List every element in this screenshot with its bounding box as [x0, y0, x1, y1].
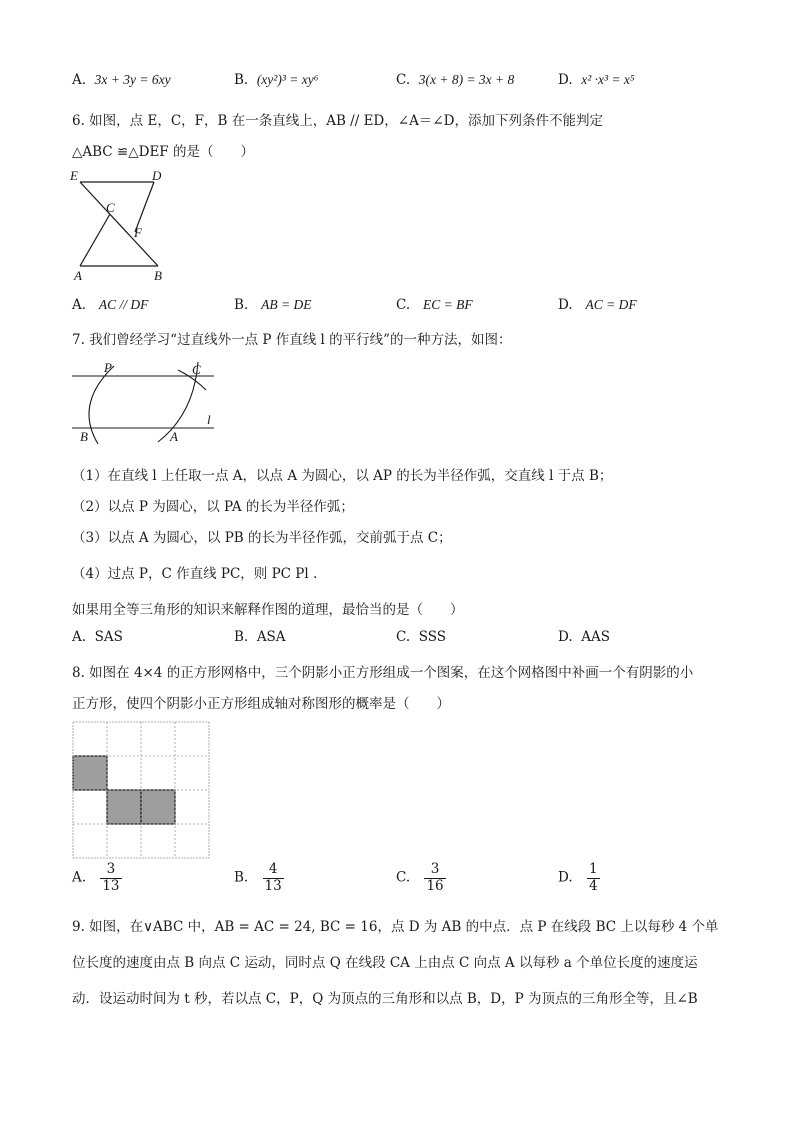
q9-stem-line1: 9. 如图，在∨ABC 中，AB = AC = 24, BC = 16，点 D 为 AB 的中点．点 P 在线段 BC 上以每秒 4 个单	[72, 919, 719, 935]
q7-step-2: （2）以点 P 为圆心，以 PA 的长为半径作弧；	[72, 499, 354, 515]
q8-grid-figure	[72, 721, 212, 861]
q8-option-b: B. $\frac{4}{13}$	[234, 861, 282, 894]
q8-option-c-fraction: $\frac{3}{16}$	[426, 861, 444, 894]
shaded-cell	[73, 756, 107, 790]
q7-step-3: （3）以点 A 为圆心，以 PB 的长为半径作弧，交前弧于点 C；	[72, 530, 452, 546]
q6-label-C: C	[106, 200, 115, 215]
q6-option-a: A. AC // DF	[72, 297, 149, 313]
q8-option-d: D. $\frac{1}{4}$	[558, 861, 598, 894]
q8-stem-line1: 8. 如图在 4×4 的正方形网格中，三个阴影小正方形组成一个图案，在这个网格图中补画一个有阴影的小	[72, 665, 694, 681]
q7-option-d: D. AAS	[558, 629, 610, 645]
q7-stem: 7. 我们曾经学习“过直线外一点 P 作直线 l 的平行线”的一种方法，如图：	[72, 332, 512, 348]
q7-question: 如果用全等三角形的知识来解释作图的道理，最恰当的是（ ）	[72, 602, 464, 618]
q7-label-C: C	[192, 362, 201, 377]
q7-step-4: （4）过点 P，C 作直线 PC，则 PC Pl .	[72, 566, 318, 582]
q7-label-l: l	[207, 412, 211, 427]
q7-figure	[66, 356, 226, 446]
q6-segment-EB	[80, 182, 158, 266]
q6-label-D: D	[152, 168, 162, 183]
q9-stem-line2: 位长度的速度由点 B 向点 C 运动，同时点 Q 在线段 CA 上由点 C 向点 A 以每秒 a 个单位长度的速度运	[72, 955, 698, 971]
q6-label-A: A	[74, 268, 82, 283]
q6-option-d: D. AC = DF	[558, 297, 637, 313]
q7-label-B: B	[80, 429, 88, 444]
q8-option-a: A. $\frac{3}{13}$	[72, 861, 120, 894]
q8-option-a-fraction: $\frac{3}{13}$	[102, 861, 120, 894]
q5-option-c: C. 3(x + 8) = 3x + 8	[396, 72, 515, 88]
q6-label-B: B	[154, 268, 162, 283]
q5-option-b: B. (xy²)³ = xy⁶	[234, 72, 319, 88]
q6-label-E: E	[70, 168, 78, 183]
q8-option-b-fraction: $\frac{4}{13}$	[264, 861, 282, 894]
q6-stem-line1: 6. 如图，点 E，C，F，B 在一条直线上，AB // ED，∠A＝∠D，添加下列条件不能判定	[72, 113, 603, 129]
q5-option-a: A. 3x + 3y = 6xy	[72, 72, 171, 88]
q7-label-A: A	[170, 429, 178, 444]
q5-option-d: D. x² ·x³ = x⁵	[558, 72, 635, 88]
shaded-cell	[107, 790, 141, 824]
q6-stem-line2: △ABC ≌△DEF 的是（ ）	[72, 144, 254, 160]
q7-label-P: P	[104, 360, 112, 375]
q6-option-b: B. AB = DE	[234, 297, 312, 313]
q7-option-c: C. SSS	[396, 629, 447, 645]
shaded-cell	[141, 790, 175, 824]
q6-label-F: F	[134, 225, 142, 240]
q6-segment-AC	[80, 214, 110, 266]
q8-option-d-fraction: $\frac{1}{4}$	[588, 861, 598, 894]
q7-option-a: A. SAS	[72, 629, 123, 645]
q6-option-c: C. EC = BF	[396, 297, 473, 313]
q8-option-c: C. $\frac{3}{16}$	[396, 861, 444, 894]
q8-stem-line2: 正方形，使四个阴影小正方形组成轴对称图形的概率是（ ）	[72, 696, 450, 712]
q7-step-1: （1）在直线 l 上任取一点 A，以点 A 为圆心，以 AP 的长为半径作弧，交直线 l 于点 B；	[72, 468, 613, 484]
q7-arc-left	[89, 366, 114, 444]
q6-figure	[66, 166, 176, 284]
q7-option-b: B. ASA	[234, 629, 286, 645]
q9-stem-line3: 动．设运动时间为 t 秒，若以点 C，P，Q 为顶点的三角形和以点 B，D，P 为顶点的三角形全等，且∠B	[72, 991, 698, 1007]
